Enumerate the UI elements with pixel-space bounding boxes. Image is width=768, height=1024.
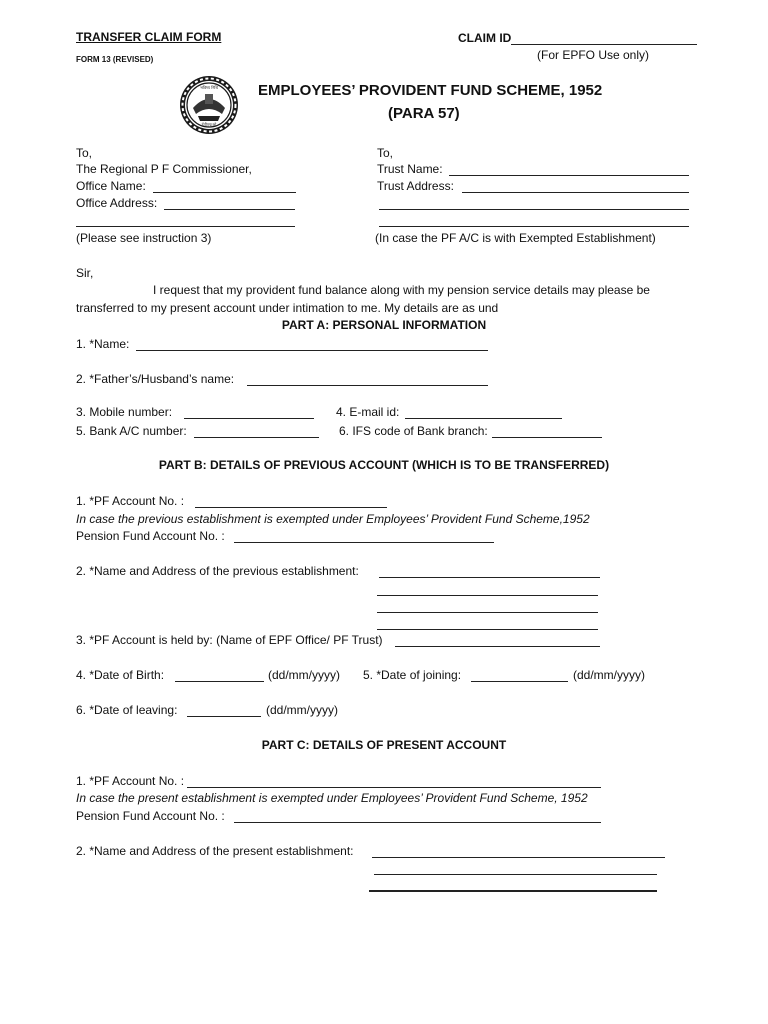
- prev-establishment-field-4[interactable]: [377, 629, 598, 630]
- trust-address-field-3[interactable]: [379, 226, 689, 227]
- para-reference: (PARA 57): [388, 105, 460, 122]
- dol-format: (dd/mm/yyyy): [266, 703, 338, 717]
- dol-label: 6. *Date of leaving:: [76, 703, 178, 717]
- present-establishment-field[interactable]: [372, 857, 665, 858]
- prev-establishment-field-2[interactable]: [377, 595, 598, 596]
- present-establishment-field-3[interactable]: [369, 890, 657, 892]
- epfo-emblem-icon: [178, 74, 240, 136]
- prev-establishment-field-3[interactable]: [377, 612, 598, 613]
- prev-pf-account-field[interactable]: [195, 507, 387, 508]
- office-name-field[interactable]: [153, 192, 296, 193]
- svg-text:भविष्य निधि: भविष्य निधि: [200, 85, 218, 90]
- present-establishment-label: 2. *Name and Address of the present establishment:: [76, 844, 354, 858]
- dol-field[interactable]: [187, 716, 261, 717]
- father-name-field[interactable]: [247, 385, 488, 386]
- present-exempt-note: In case the present establishment is exempted under Employees’ Provident Fund Scheme, 1952: [76, 791, 588, 805]
- trust-name-label: Trust Name:: [377, 162, 443, 176]
- epfo-use-note: (For EPFO Use only): [537, 48, 650, 62]
- bank-account-field[interactable]: [194, 437, 319, 438]
- mobile-field[interactable]: [184, 418, 314, 419]
- prev-pf-account-label: 1. *PF Account No. :: [76, 494, 185, 508]
- part-b-heading: PART B: DETAILS OF PREVIOUS ACCOUNT (WHICH IS TO BE TRANSFERRED): [158, 458, 610, 472]
- scheme-title: EMPLOYEES’ PROVIDENT FUND SCHEME, 1952: [258, 82, 603, 99]
- part-c-heading: PART C: DETAILS OF PRESENT ACCOUNT: [261, 738, 507, 752]
- father-name-label: 2. *Father’s/Husband’s name:: [76, 372, 235, 386]
- dob-format: (dd/mm/yyyy): [268, 668, 340, 682]
- doj-field[interactable]: [471, 681, 568, 682]
- claim-id-field[interactable]: [511, 44, 697, 45]
- trust-address-field[interactable]: [462, 192, 689, 193]
- prev-exempt-note: In case the previous establishment is exempted under Employees’ Provident Fund Scheme,1952: [76, 512, 590, 526]
- trust-address-label: Trust Address:: [377, 179, 454, 193]
- ifs-code-field[interactable]: [492, 437, 602, 438]
- ifs-code-label: 6. IFS code of Bank branch:: [339, 424, 488, 438]
- office-address-field-2[interactable]: [76, 226, 295, 227]
- to-right: To,: [377, 146, 394, 160]
- prev-establishment-label: 2. *Name and Address of the previous establishment:: [76, 564, 359, 578]
- office-name-label: Office Name:: [76, 179, 146, 193]
- dob-field[interactable]: [175, 681, 264, 682]
- claim-id-label: CLAIM ID: [458, 31, 512, 45]
- present-pension-account-field[interactable]: [234, 822, 601, 823]
- form-title: TRANSFER CLAIM FORM: [76, 30, 222, 44]
- to-left: To,: [76, 146, 93, 160]
- salutation: Sir,: [76, 266, 94, 280]
- request-line-2: transferred to my present account under intimation to me. My details are as und: [76, 301, 499, 315]
- present-pf-account-field[interactable]: [187, 787, 601, 788]
- request-line-1: I request that my provident fund balance along with my pension service details may please be: [153, 283, 650, 297]
- bank-account-label: 5. Bank A/C number:: [76, 424, 187, 438]
- doj-label: 5. *Date of joining:: [363, 668, 462, 682]
- svg-text:ईपीएफओ: ईपीएफओ: [201, 122, 217, 127]
- form-number: FORM 13 (REVISED): [76, 55, 154, 64]
- held-by-field[interactable]: [395, 646, 600, 647]
- dob-label: 4. *Date of Birth:: [76, 668, 165, 682]
- instruction-note: (Please see instruction 3): [76, 231, 212, 245]
- office-address-field[interactable]: [164, 209, 295, 210]
- exempted-note: (In case the PF A/C is with Exempted Establishment): [375, 231, 656, 245]
- present-establishment-field-2[interactable]: [374, 874, 657, 875]
- part-a-heading: PART A: PERSONAL INFORMATION: [281, 318, 487, 332]
- trust-name-field[interactable]: [449, 175, 689, 176]
- commissioner-label: The Regional P F Commissioner,: [76, 162, 252, 176]
- prev-pension-account-label: Pension Fund Account No. :: [76, 529, 225, 543]
- prev-establishment-field[interactable]: [379, 577, 600, 578]
- held-by-label: 3. *PF Account is held by: (Name of EPF Office/ PF Trust): [76, 633, 383, 647]
- present-pension-account-label: Pension Fund Account No. :: [76, 809, 225, 823]
- prev-pension-account-field[interactable]: [234, 542, 494, 543]
- mobile-label: 3. Mobile number:: [76, 405, 173, 419]
- name-field[interactable]: [136, 350, 488, 351]
- name-label: 1. *Name:: [76, 337, 130, 351]
- trust-address-field-2[interactable]: [379, 209, 689, 210]
- office-address-label: Office Address:: [76, 196, 158, 210]
- doj-format: (dd/mm/yyyy): [573, 668, 645, 682]
- email-field[interactable]: [405, 418, 562, 419]
- present-pf-account-label: 1. *PF Account No. :: [76, 774, 185, 788]
- email-label: 4. E-mail id:: [336, 405, 400, 419]
